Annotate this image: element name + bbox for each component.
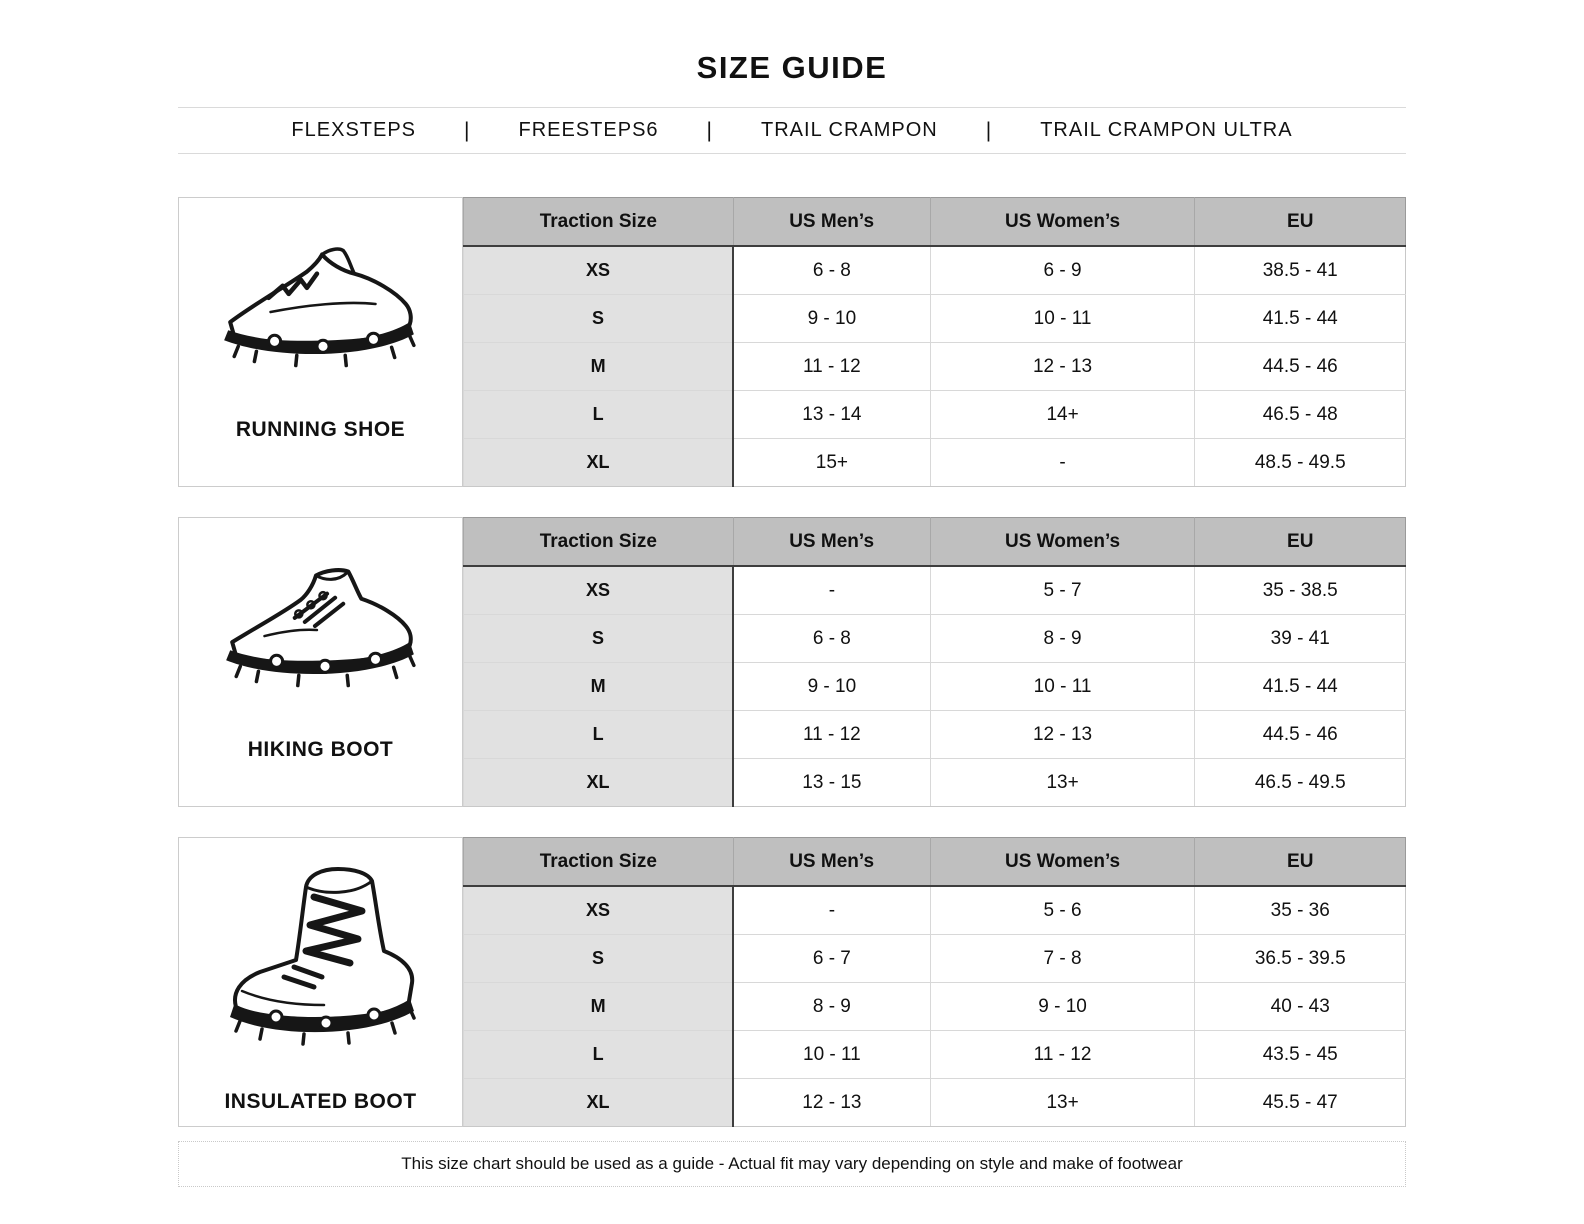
col-header-us-womens: US Women’s <box>930 198 1195 247</box>
size-cell: S <box>464 615 734 663</box>
table-row <box>464 295 1406 343</box>
insulated-boot-icon <box>206 838 436 1090</box>
hiking-boot-size-table <box>463 517 1406 807</box>
running-shoe-icon <box>210 198 432 418</box>
running-shoe-size-table <box>463 197 1406 487</box>
col-header-traction-size: Traction Size <box>464 198 734 247</box>
section-hiking-boot <box>178 517 1406 807</box>
eu-cell: 41.5 - 44 <box>1195 663 1406 711</box>
us-mens-cell: 13 - 14 <box>733 391 930 439</box>
nav-item-freesteps6[interactable]: FREESTEPS6 <box>518 119 659 141</box>
us-mens-cell: - <box>733 886 930 935</box>
col-header-us-womens: US Women’s <box>930 838 1195 887</box>
us-mens-cell: 9 - 10 <box>733 295 930 343</box>
shoe-panel <box>178 197 463 487</box>
header-row <box>464 198 1406 247</box>
product-nav <box>178 107 1406 154</box>
us-womens-cell: 11 - 12 <box>930 1031 1195 1079</box>
eu-cell: 38.5 - 41 <box>1195 246 1406 295</box>
col-header-us-mens: US Men’s <box>733 518 930 567</box>
table-row <box>464 566 1406 615</box>
col-header-us-mens: US Men’s <box>733 838 930 887</box>
nav-separator: | <box>706 118 714 142</box>
table-row <box>464 663 1406 711</box>
table-row <box>464 983 1406 1031</box>
us-mens-cell: 10 - 11 <box>733 1031 930 1079</box>
table-row <box>464 615 1406 663</box>
us-womens-cell: 10 - 11 <box>930 663 1195 711</box>
nav-separator: | <box>464 118 471 142</box>
section-running-shoe <box>178 197 1406 487</box>
table-row <box>464 343 1406 391</box>
eu-cell: 46.5 - 48 <box>1195 391 1406 439</box>
eu-cell: 43.5 - 45 <box>1195 1031 1406 1079</box>
us-mens-cell: 11 - 12 <box>733 343 930 391</box>
eu-cell: 45.5 - 47 <box>1195 1079 1406 1127</box>
size-cell: M <box>464 983 734 1031</box>
nav-item-trail-crampon-ultra[interactable]: TRAIL CRAMPON ULTRA <box>1040 119 1293 141</box>
us-mens-cell: 11 - 12 <box>733 711 930 759</box>
table-row <box>464 1031 1406 1079</box>
shoe-type-label: RUNNING SHOE <box>235 418 406 441</box>
eu-cell: 44.5 - 46 <box>1195 711 1406 759</box>
us-womens-cell: 7 - 8 <box>930 935 1195 983</box>
page-title: SIZE GUIDE <box>696 50 888 85</box>
col-header-us-mens: US Men’s <box>733 198 930 247</box>
us-womens-cell: 10 - 11 <box>930 295 1195 343</box>
us-womens-cell: 14+ <box>930 391 1195 439</box>
table-row <box>464 711 1406 759</box>
us-mens-cell: 9 - 10 <box>733 663 930 711</box>
eu-cell: 35 - 36 <box>1195 886 1406 935</box>
size-cell: XS <box>464 566 734 615</box>
us-womens-cell: 9 - 10 <box>930 983 1195 1031</box>
col-header-traction-size: Traction Size <box>464 518 734 567</box>
table-row <box>464 246 1406 295</box>
eu-cell: 46.5 - 49.5 <box>1195 759 1406 807</box>
eu-cell: 36.5 - 39.5 <box>1195 935 1406 983</box>
disclaimer-note: This size chart should be used as a guide - Actual fit may vary depending on style and make of footwear <box>178 1141 1406 1187</box>
size-cell: XL <box>464 1079 734 1127</box>
size-cell: XL <box>464 439 734 487</box>
us-womens-cell: 12 - 13 <box>930 711 1195 759</box>
size-cell: L <box>464 391 734 439</box>
table-row <box>464 935 1406 983</box>
us-mens-cell: 13 - 15 <box>733 759 930 807</box>
hiking-boot-icon <box>210 518 432 738</box>
col-header-us-womens: US Women’s <box>930 518 1195 567</box>
us-mens-cell: 15+ <box>733 439 930 487</box>
table-row <box>464 1079 1406 1127</box>
shoe-type-label: INSULATED BOOT <box>224 1090 417 1113</box>
size-cell: XL <box>464 759 734 807</box>
size-cell: M <box>464 343 734 391</box>
eu-cell: 48.5 - 49.5 <box>1195 439 1406 487</box>
shoe-panel <box>178 837 463 1127</box>
insulated-boot-size-table <box>463 837 1406 1127</box>
eu-cell: 39 - 41 <box>1195 615 1406 663</box>
us-womens-cell: 13+ <box>930 1079 1195 1127</box>
size-cell: XS <box>464 246 734 295</box>
table-row <box>464 391 1406 439</box>
us-womens-cell: 8 - 9 <box>930 615 1195 663</box>
us-mens-cell: 6 - 7 <box>733 935 930 983</box>
us-womens-cell: 5 - 6 <box>930 886 1195 935</box>
col-header-eu: EU <box>1195 838 1406 887</box>
eu-cell: 44.5 - 46 <box>1195 343 1406 391</box>
us-mens-cell: 8 - 9 <box>733 983 930 1031</box>
size-cell: M <box>464 663 734 711</box>
nav-separator: | <box>985 118 993 142</box>
eu-cell: 40 - 43 <box>1195 983 1406 1031</box>
col-header-traction-size: Traction Size <box>464 838 734 887</box>
eu-cell: 41.5 - 44 <box>1195 295 1406 343</box>
us-mens-cell: - <box>733 566 930 615</box>
us-mens-cell: 6 - 8 <box>733 246 930 295</box>
us-womens-cell: 13+ <box>930 759 1195 807</box>
size-cell: S <box>464 935 734 983</box>
nav-item-flexsteps[interactable]: FLEXSTEPS <box>291 119 417 141</box>
size-cell: L <box>464 711 734 759</box>
nav-item-trail-crampon[interactable]: TRAIL CRAMPON <box>761 119 938 141</box>
us-womens-cell: 6 - 9 <box>930 246 1195 295</box>
eu-cell: 35 - 38.5 <box>1195 566 1406 615</box>
us-mens-cell: 12 - 13 <box>733 1079 930 1127</box>
col-header-eu: EU <box>1195 198 1406 247</box>
size-cell: XS <box>464 886 734 935</box>
table-row <box>464 759 1406 807</box>
section-insulated-boot <box>178 837 1406 1127</box>
size-cell: S <box>464 295 734 343</box>
us-womens-cell: - <box>930 439 1195 487</box>
col-header-eu: EU <box>1195 518 1406 567</box>
table-row <box>464 886 1406 935</box>
shoe-panel <box>178 517 463 807</box>
table-row <box>464 439 1406 487</box>
size-cell: L <box>464 1031 734 1079</box>
header-row <box>464 838 1406 887</box>
shoe-type-label: HIKING BOOT <box>247 738 394 761</box>
us-womens-cell: 12 - 13 <box>930 343 1195 391</box>
header-row <box>464 518 1406 567</box>
us-mens-cell: 6 - 8 <box>733 615 930 663</box>
us-womens-cell: 5 - 7 <box>930 566 1195 615</box>
